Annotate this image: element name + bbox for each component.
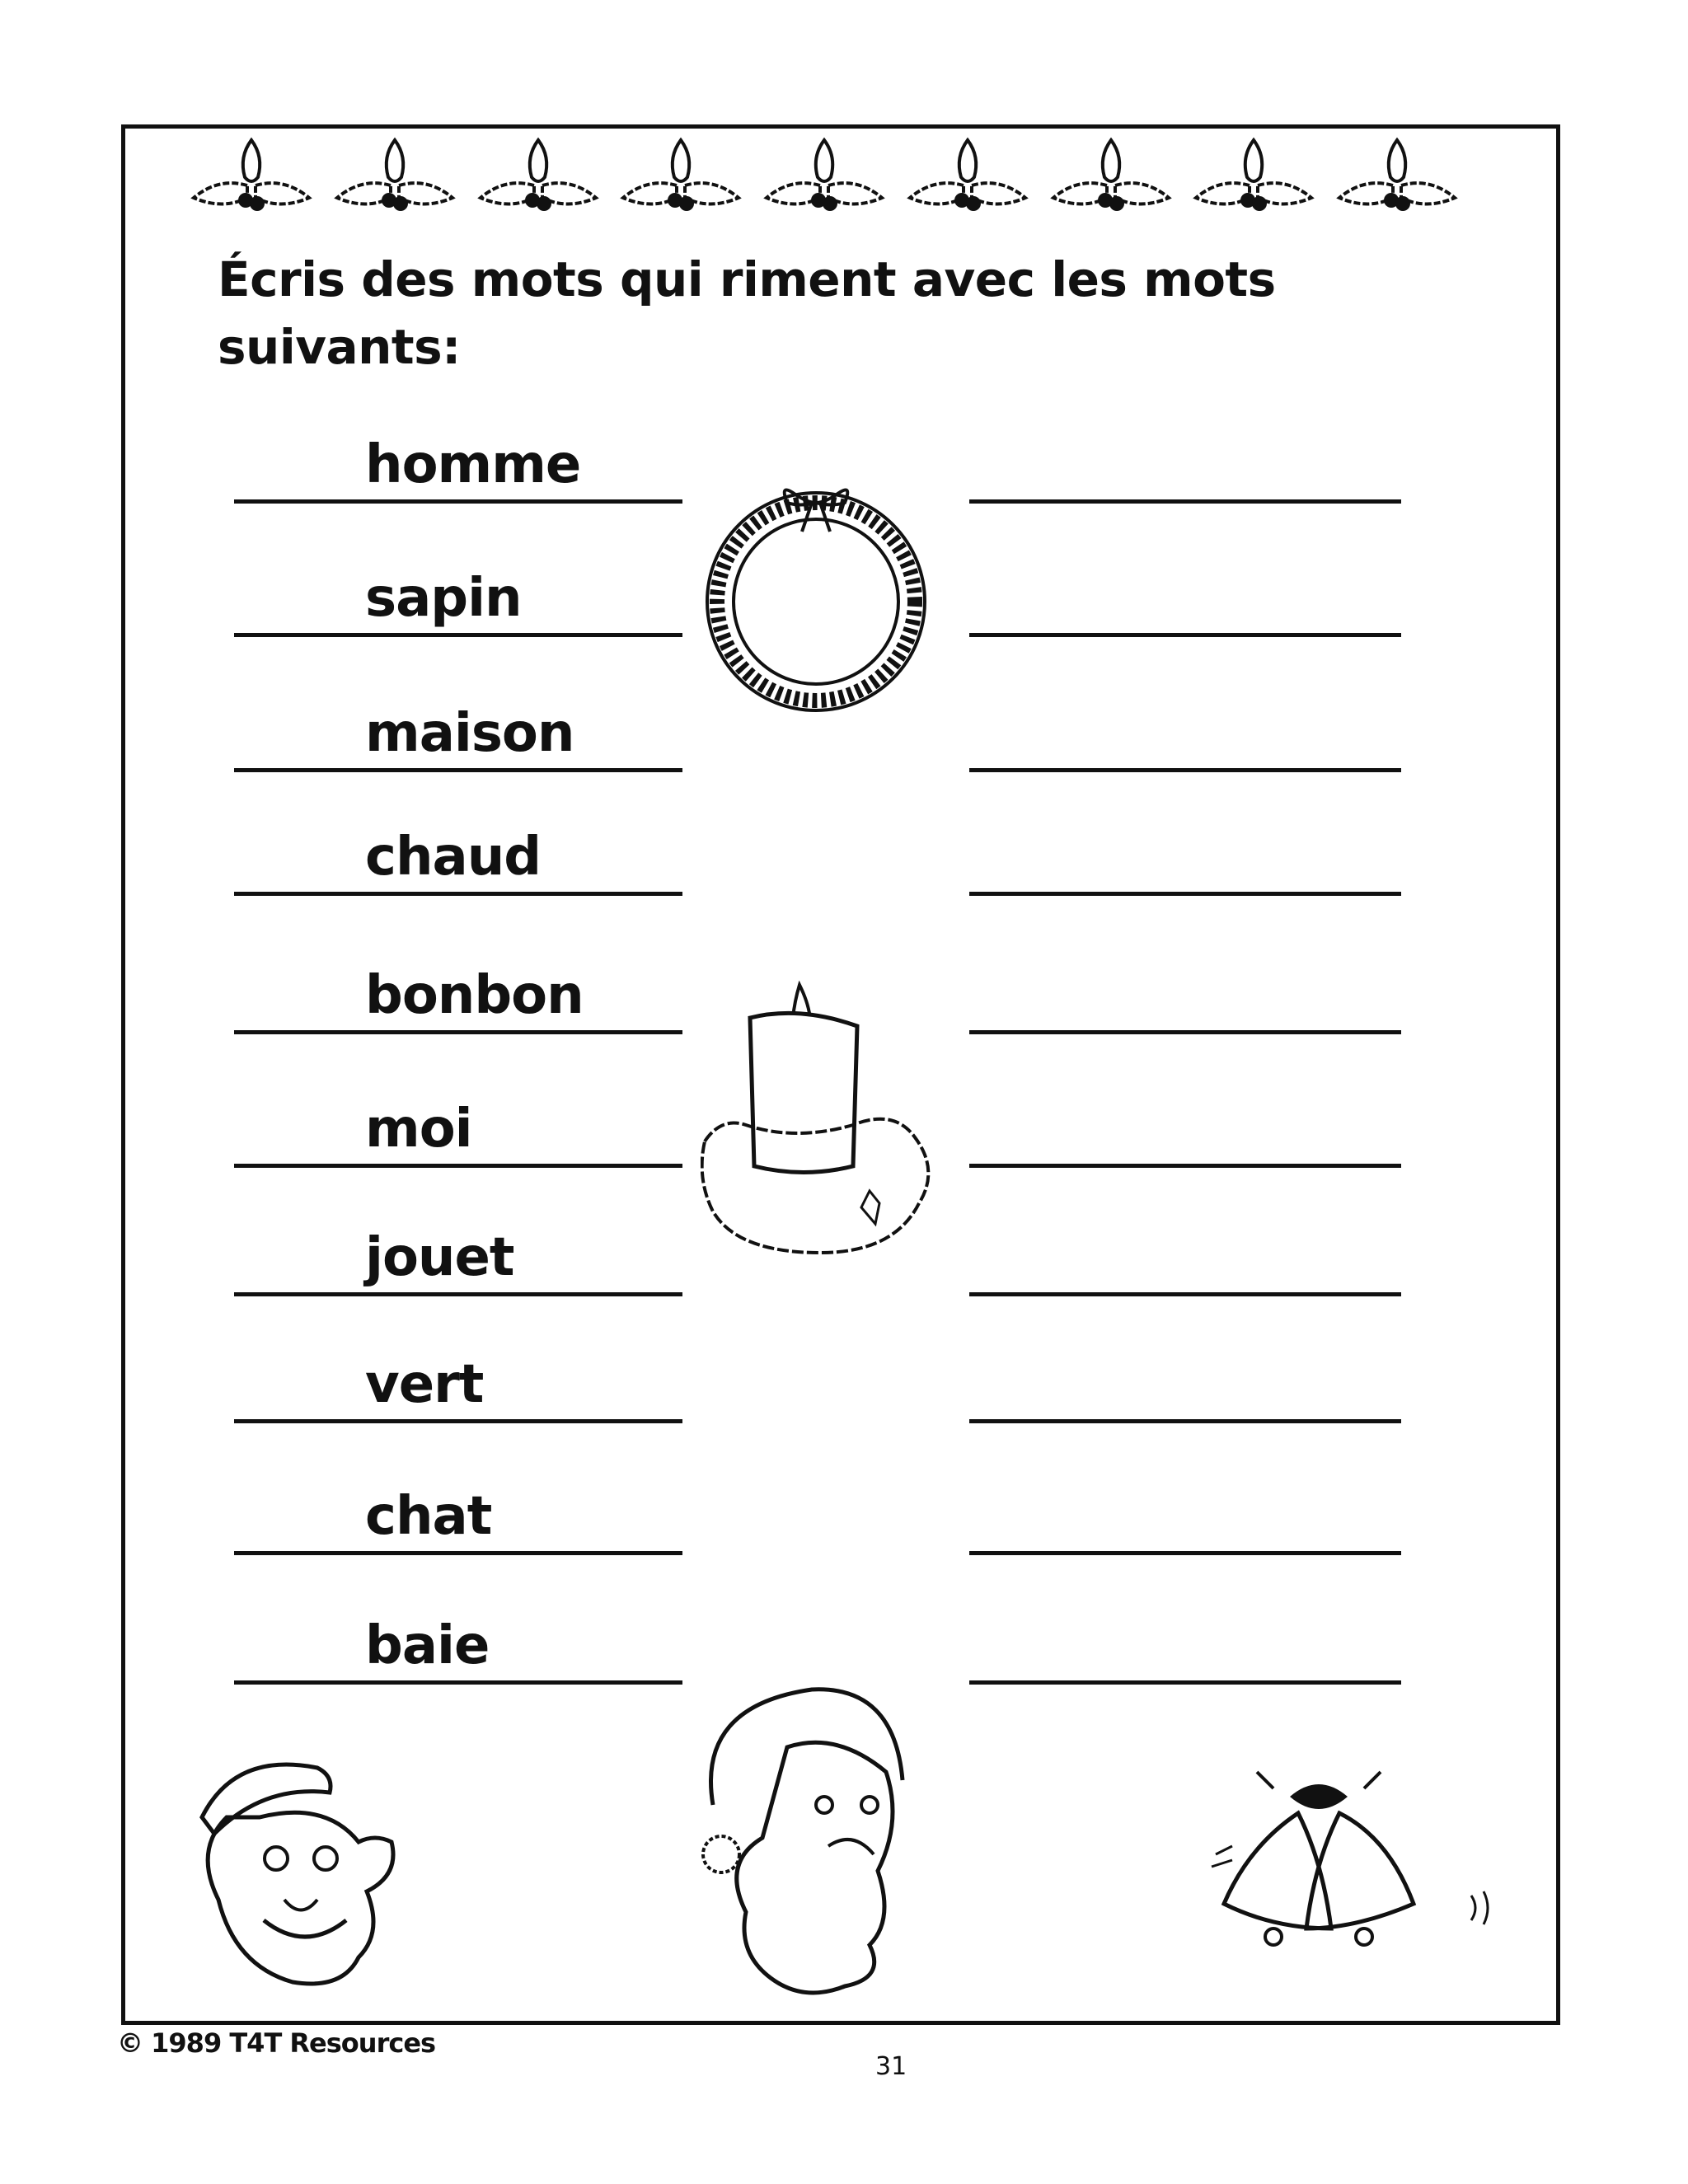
answer-blank[interactable] xyxy=(969,1164,1401,1168)
holly-icon xyxy=(1192,136,1315,231)
given-word: sapin xyxy=(365,568,522,629)
word-underline xyxy=(234,1680,682,1685)
given-word: chat xyxy=(365,1486,492,1547)
word-underline xyxy=(234,499,682,504)
holly-border xyxy=(190,136,1459,231)
word-underline xyxy=(234,1164,682,1168)
word-underline xyxy=(234,1551,682,1555)
answer-blank[interactable] xyxy=(969,1292,1401,1296)
santa-face-icon xyxy=(688,1673,927,2003)
word-underline xyxy=(234,1419,682,1423)
holly-icon xyxy=(762,136,886,231)
instructions-line-1: Écris des mots qui riment avec les mots xyxy=(218,251,1276,307)
holly-icon xyxy=(333,136,457,231)
rhyme-row xyxy=(0,1586,1688,1685)
answer-blank[interactable] xyxy=(969,1680,1401,1685)
instructions-line-2: suivants: xyxy=(218,319,461,375)
rhyme-row xyxy=(0,797,1688,896)
wreath-icon xyxy=(696,478,935,717)
answer-blank[interactable] xyxy=(969,892,1401,896)
bells-icon xyxy=(1207,1755,1521,1961)
given-word: jouet xyxy=(365,1227,514,1288)
holly-icon xyxy=(1335,136,1459,231)
word-underline xyxy=(234,1292,682,1296)
answer-blank[interactable] xyxy=(969,768,1401,772)
given-word: chaud xyxy=(365,827,542,888)
given-word: vert xyxy=(365,1354,484,1415)
copyright-notice: © 1989 T4T Resources xyxy=(117,2027,436,2059)
rhyme-row xyxy=(0,1456,1688,1555)
holly-icon xyxy=(476,136,600,231)
given-word: moi xyxy=(365,1099,472,1160)
answer-blank[interactable] xyxy=(969,499,1401,504)
word-underline xyxy=(234,768,682,772)
word-underline xyxy=(234,892,682,896)
holly-icon xyxy=(906,136,1029,231)
holly-icon xyxy=(1049,136,1173,231)
rhyme-row xyxy=(0,1324,1688,1423)
word-underline xyxy=(234,633,682,637)
page-number: 31 xyxy=(875,2052,907,2081)
answer-blank[interactable] xyxy=(969,1419,1401,1423)
given-word: maison xyxy=(365,703,574,764)
holly-icon xyxy=(190,136,313,231)
answer-blank[interactable] xyxy=(969,1030,1401,1034)
instructions xyxy=(218,246,1372,381)
answer-blank[interactable] xyxy=(969,1551,1401,1555)
given-word: bonbon xyxy=(365,965,584,1026)
elf-face-icon xyxy=(185,1743,433,1999)
holly-icon xyxy=(619,136,743,231)
answer-blank[interactable] xyxy=(969,633,1401,637)
given-word: baie xyxy=(365,1615,490,1676)
candle-icon xyxy=(701,977,940,1290)
given-word: homme xyxy=(365,434,581,495)
word-underline xyxy=(234,1030,682,1034)
